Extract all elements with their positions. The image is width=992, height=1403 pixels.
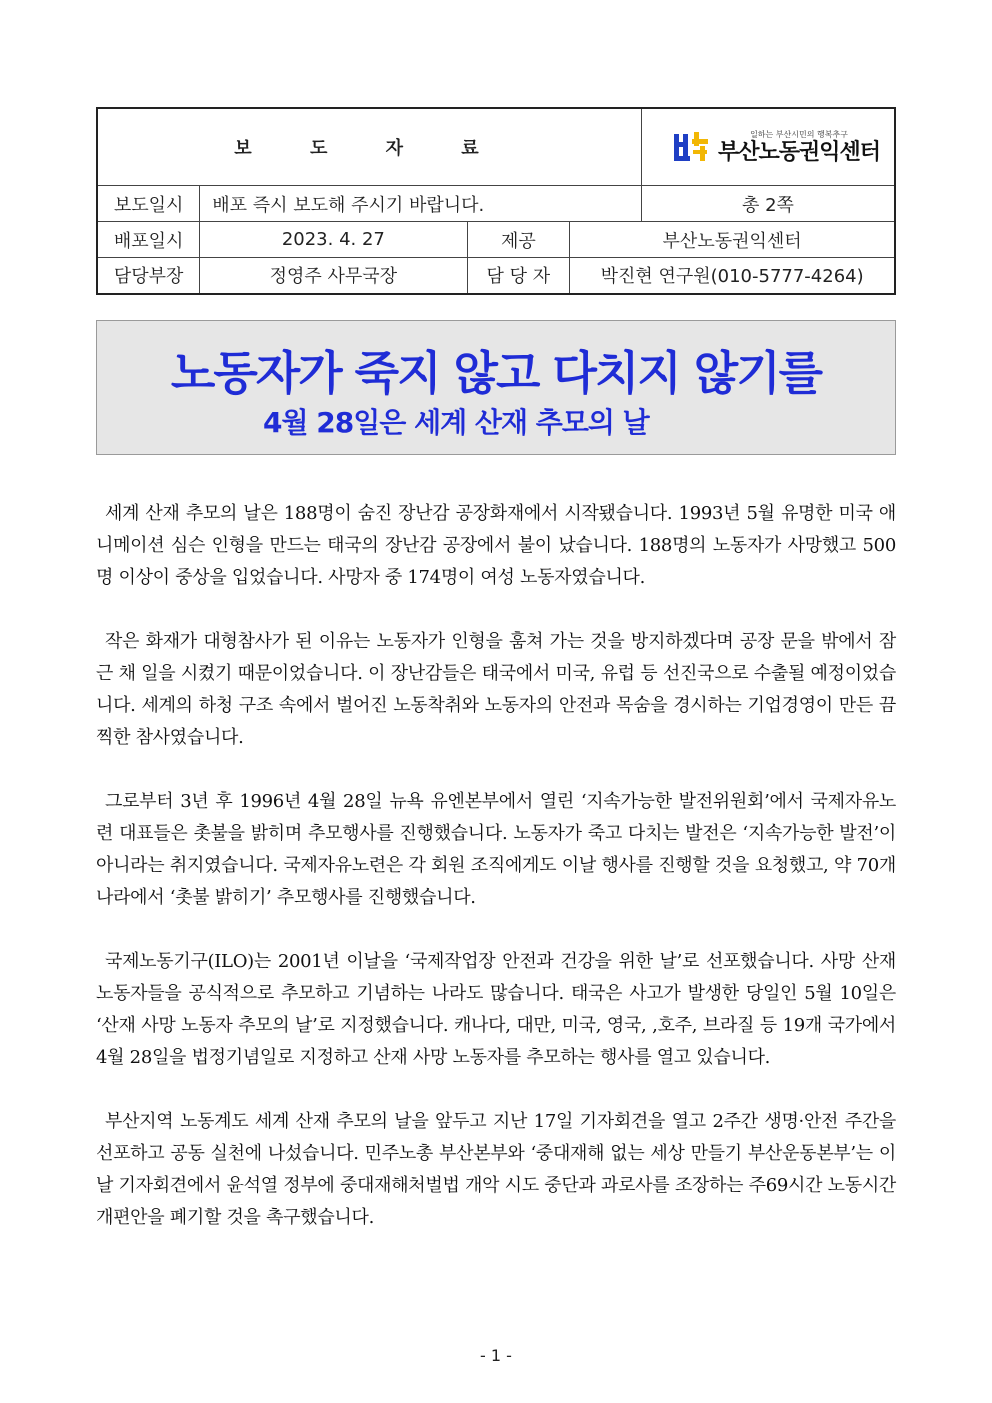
logo-name: 부산노동권익센터 (717, 139, 880, 165)
paragraph: 작은 화재가 대형참사가 된 이유는 노동자가 인형을 훔쳐 가는 것을 방지하겠다며 공장 문을 밖에서 잠근 채 일을 시켰기 때문이었습니다. 이 장난감들은 태국에서 미국, 유럽 등 선진국으로 수출될 예정이었습니다. 세계의 하청 구조 속에서 벌어진 노동착취와 노동자의 안전과 목숨을 경시하는 기업경영이 만든 끔찍한 참사였습니다. (96, 631, 896, 748)
organization-logo (641, 108, 895, 186)
contact-label: 담 당 자 (467, 258, 570, 294)
distribution-date-label: 배포일시 (97, 222, 200, 258)
headline-box (96, 320, 896, 455)
logo-tagline: 일하는 부산시민의 행복추구 (750, 129, 848, 139)
release-time-label: 보도일시 (97, 186, 200, 222)
article-body (96, 498, 896, 1266)
headline-sub: 4월 28일은 세계 산재 추모의 날 (263, 406, 649, 439)
provider-value: 부산노동권익센터 (570, 222, 895, 258)
headline-main: 노동자가 죽지 않고 다치지 않기를 (170, 346, 822, 400)
document-title: 보 도 자 료 (97, 108, 641, 186)
manager-label: 담당부장 (97, 258, 200, 294)
manager-value: 정영주 사무국장 (200, 258, 467, 294)
paragraph: 그로부터 3년 후 1996년 4월 28일 뉴욕 유엔본부에서 열린 ‘지속가능한 발전위원회’에서 국제자유노련 대표들은 촛불을 밝히며 추모행사를 진행했습니다. 노동자가 죽고 다치는 발전은 ‘지속가능한 발전’이 아니라는 취지였습니다. 국제자유노련은 각 회원 조직에게도 이날 행사를 진행할 것을 요청했고, 약 70개 나라에서 ‘촛불 밝히기’ 추모행사를 진행했습니다. (96, 791, 896, 908)
release-time-value: 배포 즉시 보도해 주시기 바랍니다. (200, 186, 642, 222)
paragraph: 세계 산재 추모의 날은 188명이 숨진 장난감 공장화재에서 시작됐습니다. 1993년 5월 유명한 미국 애니메이션 심슨 인형을 만드는 태국의 장난감 공장에서 불이 났습니다. 188명의 노동자가 사망했고 500명 이상이 중상을 입었습니다. 사망자 중 174명이 여성 노동자였습니다. (96, 503, 896, 588)
paragraph: 부산지역 노동계도 세계 산재 추모의 날을 앞두고 지난 17일 기자회견을 열고 2주간 생명·안전 주간을 선포하고 공동 실천에 나섰습니다. 민주노총 부산본부와 ‘중대재해 없는 세상 만들기 부산운동본부’는 이날 기자회견에서 윤석열 정부에 중대재해처벌법 개악 시도 중단과 과로사를 조장하는 주69시간 노동시간 개편안을 폐기할 것을 촉구했습니다. (96, 1111, 896, 1228)
paragraph: 국제노동기구(ILO)는 2001년 이날을 ‘국제작업장 안전과 건강을 위한 날’로 선포했습니다. 사망 산재 노동자들을 공식적으로 추모하고 기념하는 나라도 많습니다. 태국은 사고가 발생한 당일인 5월 10일은 ‘산재 사망 노동자 추모의 날’로 지정했습니다. 캐나다, 대만, 미국, 영국, ,호주, 브라질 등 19개 국가에서 4월 28일을 법정기념일로 지정하고 산재 사망 노동자를 추모하는 행사를 열고 있습니다. (96, 951, 896, 1068)
contact-value: 박진현 연구원(010-5777-4264) (570, 258, 895, 294)
distribution-date-value: 2023. 4. 27 (200, 222, 467, 258)
logo-mark-icon (672, 130, 712, 164)
provider-label: 제공 (467, 222, 570, 258)
page-number: - 1 - (480, 1346, 512, 1365)
press-release-header (96, 107, 896, 295)
page-count: 총 2쪽 (641, 186, 895, 222)
